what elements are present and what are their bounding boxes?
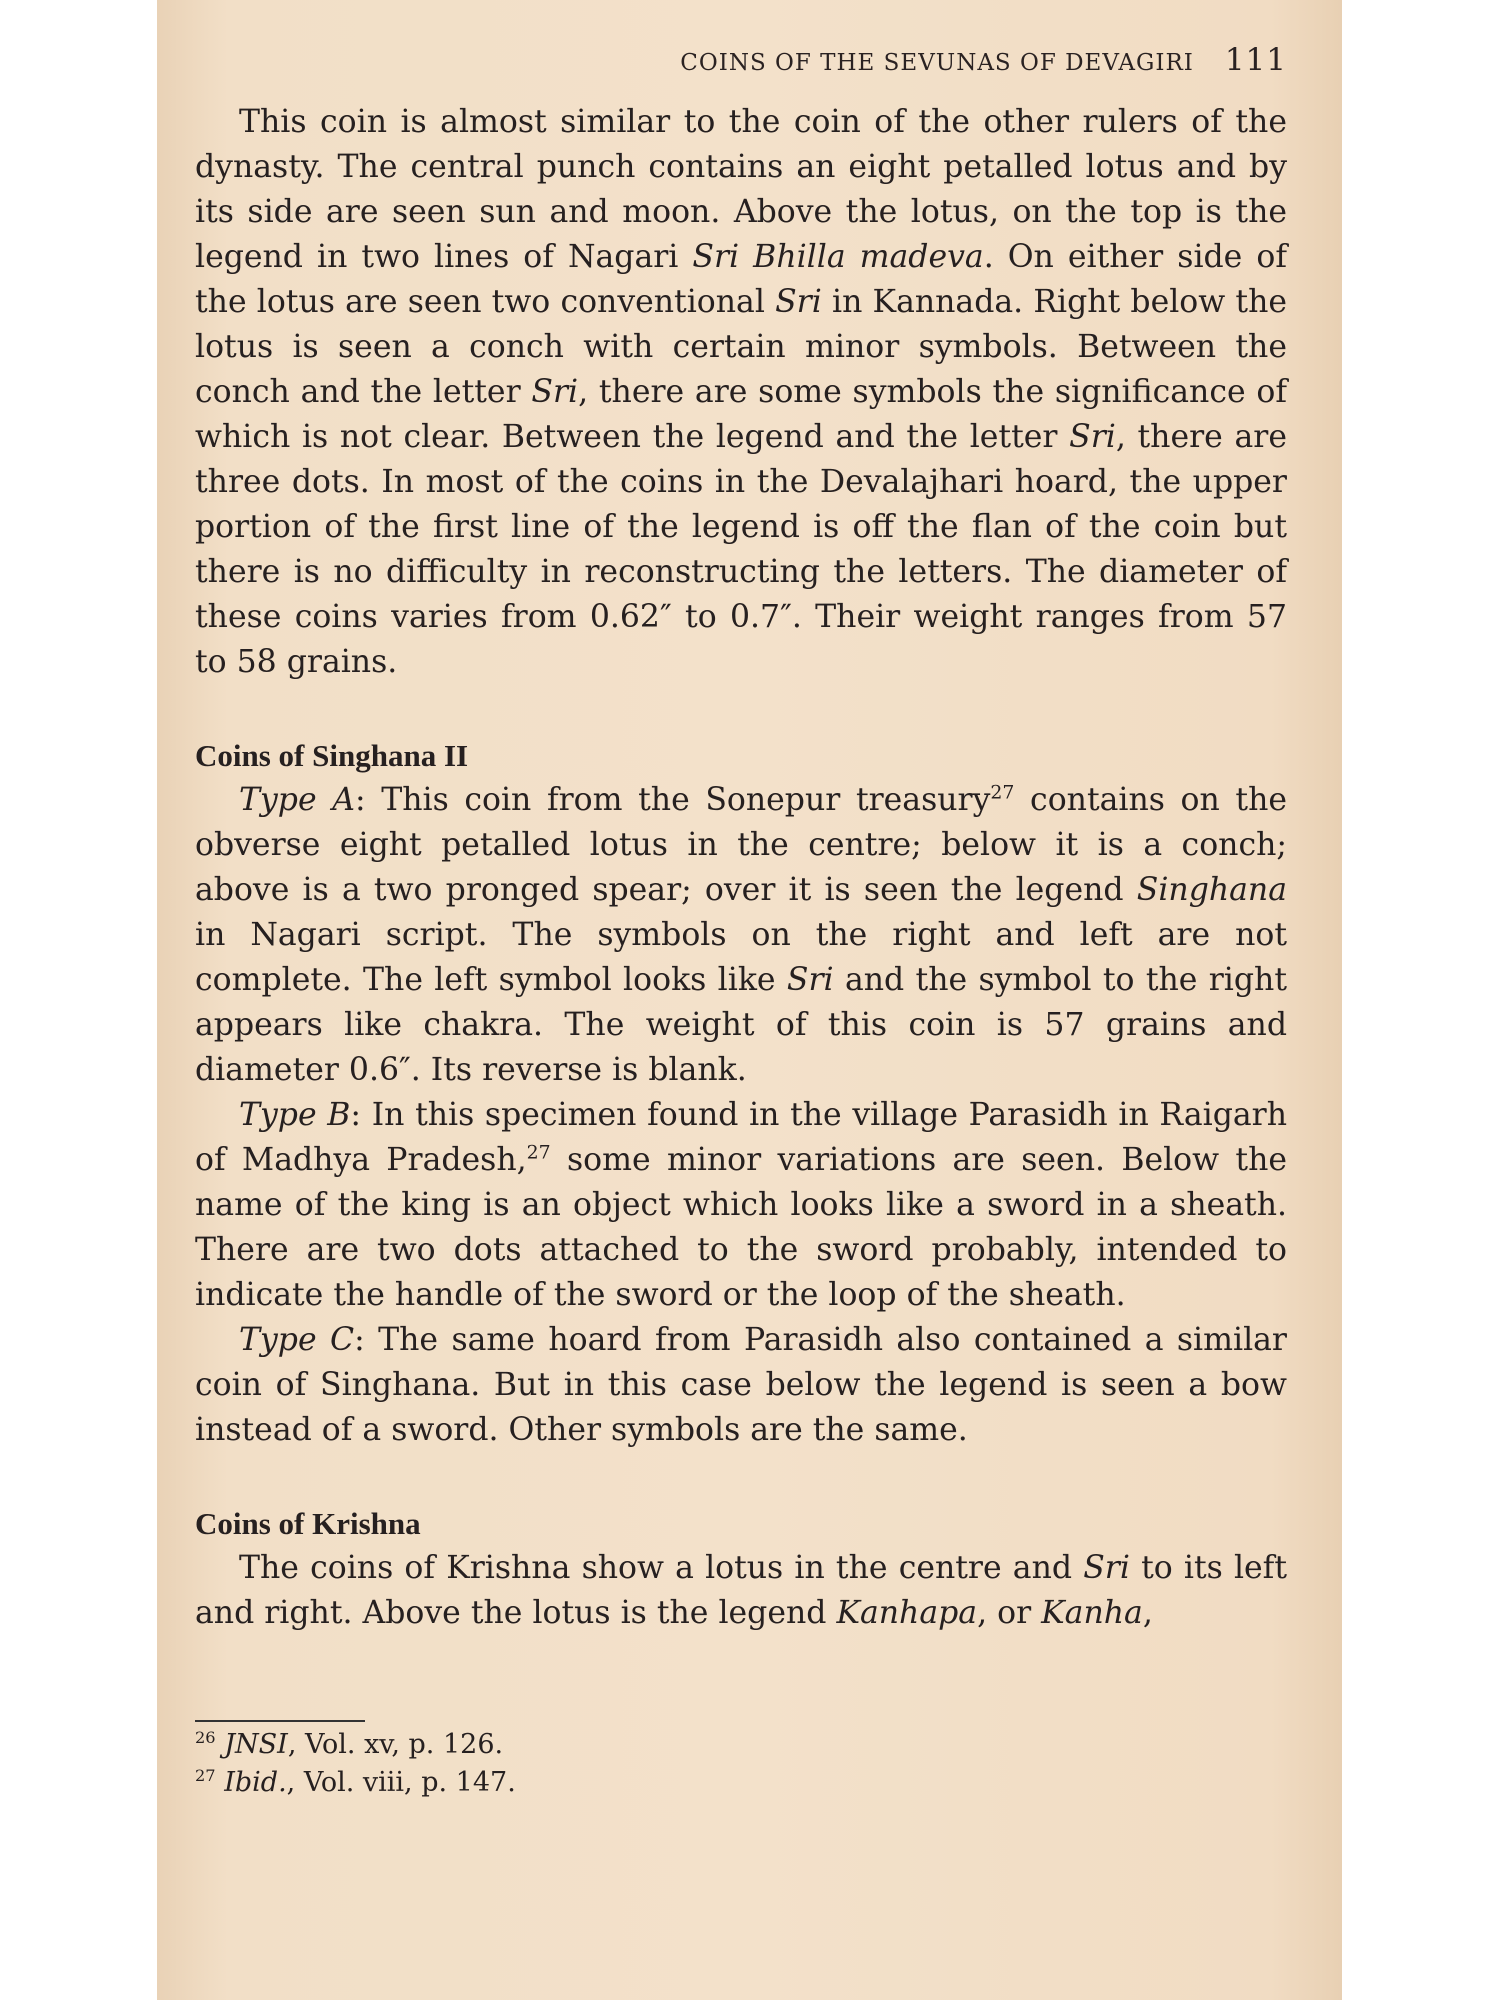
- footnote-ref: 27: [990, 781, 1015, 804]
- body-text: [195, 100, 1287, 1636]
- running-head: COINS OF THE SEVUNAS OF DEVAGIRI: [680, 50, 1194, 76]
- page-number: 111: [1224, 42, 1287, 78]
- paragraph-type-c: Type C: The same hoard from Parasidh also contained a similar coin of Singhana. But in this case below the legend is seen a bow instead of a sword. Other symbols are the same.: [195, 1322, 1287, 1448]
- page-header: [680, 42, 1287, 78]
- paragraph-type-a: Type A: This coin from the Sonepur treasury$^{27}$ contains on the obverse eight petalled lotus in the centre; below it is a conch; above is a two pronged spear; over it is seen the legend Singhana in Nagari script. The symbols on the right and left are not complete. The left symbol looks like Sri and the symbol to the right appears like chakra. The weight of this coin is 57 grains and diameter 0.6″. Its reverse is blank.: [195, 781, 1287, 1088]
- section-heading-singhana: Coins of Singhana II: [195, 738, 469, 773]
- book-page: [157, 0, 1342, 2000]
- section-heading-krishna: Coins of Krishna: [195, 1506, 421, 1541]
- footnote-26: $^{26}$ JNSI, Vol. xv, p. 126.: [195, 1728, 504, 1760]
- footnote-ref: 27: [526, 1141, 551, 1164]
- paragraph-type-b: Type B: In this specimen found in the village Parasidh in Raigarh of Madhya Pradesh,$^{27}$ some minor variations are seen. Below the name of the king is an object which looks like a sword in a sheath. There are two dots attached to the sword probably, intended to indicate the handle of the sword or the loop of the sheath.: [195, 1097, 1288, 1313]
- paragraph-bhillama: This coin is almost similar to the coin of the other rulers of the dynasty. The central punch contains an eight petalled lotus and by its side are seen sun and moon. Above the lotus, on the top is the legend in two lines of Nagari Sri Bhilla madeva. On either side of the lotus are seen two conventional Sri in Kannada. Right below the lotus is seen a conch with certain minor symbols. Between the conch and the letter Sri, there are some symbols the significance of which is not clear. Between the legend and the letter Sri, there are three dots. In most of the coins in the Devalajhari hoard, the upper portion of the first line of the legend is off the flan of the coin but there is no difficulty in reconstructing the letters. The diameter of these coins varies from 0.62″ to 0.7″. Their weight ranges from 57 to 58 grains.: [195, 104, 1287, 680]
- footnote-27: $^{27}$ Ibid., Vol. viii, p. 147.: [195, 1766, 516, 1798]
- footnote-rule: [195, 1720, 365, 1722]
- paragraph-krishna: The coins of Krishna show a lotus in the centre and Sri to its left and right. Above the lotus is the legend Kanhapa, or Kanha,: [195, 1550, 1287, 1631]
- footnotes: [195, 1720, 516, 1802]
